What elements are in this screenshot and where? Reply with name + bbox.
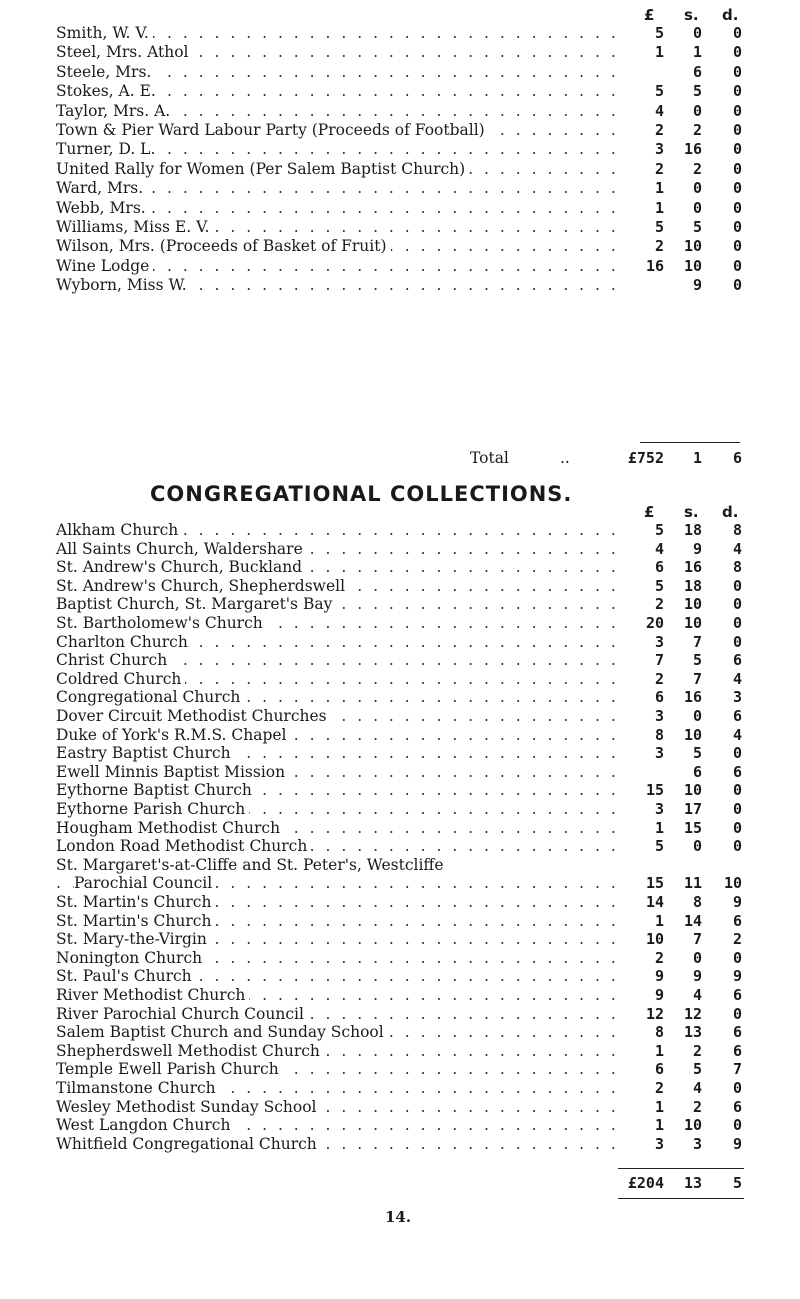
ledger-row [56,1135,746,1153]
entry-name: Williams, Miss E. V. [56,218,213,236]
entry-name: River Parochial Church Council [56,1005,308,1023]
amount-pounds: 1 [654,179,664,198]
amount-pounds: 12 [645,1004,664,1023]
page-number: 14. [385,1208,412,1226]
entry-name: Ewell Minnis Baptist Mission [56,763,289,781]
amount-pounds: 1 [654,911,664,930]
ledger-row [56,967,746,985]
amount-pounds: 1 [654,1041,664,1060]
ledger-row [56,1005,746,1023]
entry-name: Shepherdswell Methodist Church [56,1042,324,1060]
entry-name: All Saints Church, Waldershare [56,540,307,558]
ledger-row [56,82,746,100]
amount-pence: 6 [732,1041,742,1060]
amount-shillings: 17 [683,800,702,818]
amount-pence: 0 [732,159,742,178]
entry-name: Town & Pier Ward Labour Party (Proceeds of Football) [56,121,489,139]
amount-shillings: 9 [692,276,702,295]
amount-pence: 0 [732,82,742,101]
amount-pence: 6 [732,762,742,781]
amount-pence: 0 [732,140,742,159]
grand-total-shillings: 13 [683,1174,702,1192]
amount-shillings: 5 [692,1060,702,1079]
amount-shillings: 5 [692,82,702,101]
amount-shillings: 10 [683,781,702,800]
ledger-row [56,893,746,911]
amount-pence: 0 [732,837,742,856]
entry-name: St. Bartholomew's Church [56,614,267,632]
amount-shillings: 2 [692,121,702,139]
amount-pounds: 3 [654,707,664,725]
amount-shillings: 0 [692,198,702,217]
entry-name: Duke of York's R.M.S. Chapel [56,726,291,744]
amount-pence: 6 [732,651,742,670]
amount-pence: 0 [732,576,742,595]
amount-shillings: 3 [692,1134,702,1153]
ledger-row [56,837,746,855]
amount-shillings: 18 [683,576,702,595]
ledger-row [56,63,746,81]
amount-shillings: 10 [683,614,702,632]
ledger-row [56,912,746,930]
amount-pounds: 1 [654,43,664,62]
amount-pounds: 2 [654,595,664,614]
entry-name: Charlton Church [56,633,192,651]
amount-pence: 4 [732,539,742,558]
amount-pence: 4 [732,725,742,744]
ledger-row [56,577,746,595]
amount-pounds: 1 [654,198,664,217]
amount-pounds: 5 [654,837,664,856]
ledger-row [56,800,746,818]
amount-shillings: 9 [692,967,702,986]
entry-name: Taylor, Mrs. A. [56,102,174,120]
amount-shillings: 12 [683,1004,702,1023]
pounds-header-top: £ [644,6,655,24]
ledger-row [56,633,746,651]
ledger-row [56,102,746,120]
ledger-row [56,781,746,799]
amount-shillings: 2 [692,1097,702,1116]
amount-pounds: 1 [654,1097,664,1116]
amount-pence: 0 [732,781,742,800]
amount-shillings: 16 [683,688,702,707]
grand-total-rule-top [618,1168,744,1169]
entry-name: Coldred Church [56,670,185,688]
amount-pence: 3 [732,688,742,707]
entry-name: London Road Methodist Church [56,837,311,855]
amount-pounds: 14 [645,893,664,911]
ledger-row [56,24,746,42]
amount-pounds: 2 [654,237,664,256]
amount-pence: 0 [732,43,742,62]
amount-shillings: 10 [683,256,702,275]
amount-pounds: 2 [654,1079,664,1097]
entry-name: Wilson, Mrs. (Proceeds of Basket of Fruit) [56,237,391,255]
amount-shillings: 5 [692,651,702,670]
amount-shillings: 15 [683,818,702,837]
ledger-row [56,1079,746,1097]
amount-pounds: 6 [654,558,664,577]
amount-pounds: 9 [654,967,664,986]
amount-pence: 6 [732,1023,742,1042]
amount-pounds: 5 [654,82,664,101]
ledger-row [56,276,746,294]
amount-shillings: 10 [683,595,702,614]
amount-pence: 0 [732,198,742,217]
amount-shillings: 6 [692,62,702,81]
amount-pounds: 5 [654,576,664,595]
ledger-row [56,521,746,539]
entry-name: Whitfield Congregational Church [56,1135,321,1153]
amount-pence: 6 [732,707,742,725]
entry-name: Tilmanstone Church [56,1079,220,1097]
amount-pence: 0 [732,24,742,42]
amount-pence: 6 [732,986,742,1004]
shillings-header: s. [684,503,699,521]
pounds-header: £ [644,503,655,521]
amount-pence: 0 [732,218,742,236]
amount-pence: 0 [732,595,742,614]
ledger-row [56,986,746,1004]
entry-name: Wyborn, Miss W. [56,276,191,294]
entry-name: Eastry Baptist Church [56,744,235,762]
entry-name: River Methodist Church [56,986,249,1004]
entry-name: St. Martin's Church [56,893,215,911]
amount-pence: 0 [732,179,742,198]
amount-shillings: 0 [692,837,702,856]
ledger-row [56,1042,746,1060]
total-pence: 6 [732,449,742,467]
amount-pounds: 4 [654,101,664,120]
amount-pence: 0 [732,101,742,120]
entry-name: Webb, Mrs. [56,199,150,217]
amount-shillings: 6 [692,762,702,781]
amount-shillings: 8 [692,893,702,911]
amount-shillings: 4 [692,1079,702,1097]
amount-shillings: 0 [692,101,702,120]
entry-name: Eythorne Baptist Church [56,781,256,799]
ledger-row [56,688,746,706]
ledger-row [56,257,746,275]
ledger-row [56,614,746,632]
entry-name: St. Mary-the-Virgin [56,930,211,948]
pence-header-top: d. [722,6,739,24]
amount-pounds: 3 [654,800,664,818]
ledger-row [56,140,746,158]
ledger-row [56,819,746,837]
amount-pence: 0 [732,632,742,651]
amount-pounds: 16 [645,256,664,275]
ledger-row [56,160,746,178]
amount-shillings: 16 [683,558,702,577]
amount-pence: 8 [732,558,742,577]
amount-pence: 10 [723,874,742,893]
section-title: CONGREGATIONAL COLLECTIONS. [150,482,573,506]
amount-pence: 7 [732,1060,742,1079]
amount-shillings: 5 [692,218,702,236]
amount-pounds: 3 [654,632,664,651]
total-shillings: 1 [692,449,702,467]
entry-name: Congregational Church [56,688,244,706]
ledger-row [56,540,746,558]
ledger-row [56,121,746,139]
entry-name: Wesley Methodist Sunday School [56,1098,321,1116]
ledger-row [56,670,746,688]
amount-shillings: 13 [683,1023,702,1042]
entry-name: Christ Church [56,651,171,669]
amount-pounds: 1 [654,818,664,837]
amount-pence: 0 [732,62,742,81]
entry-name: Hougham Methodist Church [56,819,284,837]
amount-shillings: 16 [683,140,702,159]
amount-shillings: 10 [683,725,702,744]
entry-name: Stokes, A. E. [56,82,160,100]
amount-pounds: 9 [654,986,664,1004]
amount-shillings: 7 [692,930,702,949]
ledger-row [56,199,746,217]
amount-shillings: 10 [683,237,702,256]
amount-shillings: 7 [692,632,702,651]
amount-pounds: 2 [654,948,664,967]
amount-shillings: 2 [692,1041,702,1060]
amount-shillings: 0 [692,179,702,198]
amount-pounds: 6 [654,688,664,707]
ledger-row [56,595,746,613]
ledger-row [56,218,746,236]
entry-name: Ward, Mrs. [56,179,147,197]
amount-shillings: 4 [692,986,702,1004]
total-label: Total [470,449,509,467]
ledger-row [56,726,746,744]
amount-shillings: 0 [692,948,702,967]
amount-pence: 4 [732,669,742,688]
amount-pence: 0 [732,1116,742,1135]
amount-pence: 0 [732,818,742,837]
amount-pounds: 2 [654,121,664,139]
entry-name: United Rally for Women (Per Salem Baptist Church) [56,160,469,178]
ledger-row [56,949,746,967]
entry-name: Steele, Mrs. [56,63,155,81]
entry-name: Steel, Mrs. Athol [56,43,193,61]
ledger-row [56,1098,746,1116]
amount-pounds: 3 [654,140,664,159]
amount-pence: 6 [732,911,742,930]
ledger-row [56,1023,746,1041]
amount-shillings: 10 [683,1116,702,1135]
ledger-row [56,558,746,576]
amount-pounds: 3 [654,744,664,763]
entry-name: West Langdon Church [56,1116,234,1134]
ledger-row [56,651,746,669]
entry-name: St. Andrew's Church, Shepherdswell [56,577,349,595]
amount-shillings: 0 [692,707,702,725]
amount-pence: 0 [732,256,742,275]
amount-pence: 8 [732,521,742,539]
amount-shillings: 2 [692,159,702,178]
grand-total-rule-bottom [618,1198,744,1199]
amount-pounds: 6 [654,1060,664,1079]
amount-pence: 0 [732,1079,742,1097]
entry-name: Parochial Council [74,874,216,892]
ledger-row [56,744,746,762]
amount-pence: 9 [732,893,742,911]
pence-header: d. [722,503,739,521]
amount-shillings: 5 [692,744,702,763]
entry-name: Temple Ewell Parish Church [56,1060,283,1078]
amount-pounds: 7 [654,651,664,670]
entry-name: Nonington Church [56,949,206,967]
amount-pounds: 8 [654,1023,664,1042]
amount-pence: 0 [732,800,742,818]
ledger-row [56,237,746,255]
amount-pounds: 2 [654,159,664,178]
amount-pence: 0 [732,121,742,139]
total-pounds: £752 [627,449,664,467]
amount-pounds: 2 [654,669,664,688]
ledger-row [56,43,746,61]
amount-pounds: 3 [654,1134,664,1153]
amount-pence: 0 [732,614,742,632]
amount-pounds: 5 [654,521,664,539]
amount-pounds: 4 [654,539,664,558]
entry-name: Wine Lodge [56,257,153,275]
amount-pence: 0 [732,1004,742,1023]
entry-name: Smith, W. V. [56,24,153,42]
entry-name: Turner, D. L. [56,140,159,158]
amount-pence: 9 [732,967,742,986]
entry-name: Eythorne Parish Church [56,800,249,818]
amount-shillings: 14 [683,911,702,930]
amount-shillings: 11 [683,874,702,893]
ledger-row [56,930,746,948]
amount-pence: 0 [732,948,742,967]
amount-shillings: 7 [692,669,702,688]
entry-name: St. Margaret's-at-Cliffe and St. Peter's, Westcliffe [56,856,448,874]
amount-pence: 0 [732,276,742,295]
entry-name: Dover Circuit Methodist Churches [56,707,331,725]
amount-shillings: 0 [692,24,702,42]
ledger-row [56,179,746,197]
amount-pounds: 1 [654,1116,664,1135]
amount-pence: 9 [732,1134,742,1153]
ledger-row [56,1116,746,1134]
entry-name: Alkham Church [56,521,182,539]
entry-name: St. Martin's Church [56,912,215,930]
amount-pounds: 15 [645,781,664,800]
amount-pounds: 15 [645,874,664,893]
amount-pounds: 5 [654,24,664,42]
ledger-row [56,1060,746,1078]
ledger-row [56,856,746,874]
amount-pounds: 10 [645,930,664,949]
ledger-row [56,763,746,781]
ledger-row [56,707,746,725]
amount-pounds: 5 [654,218,664,236]
amount-shillings: 1 [692,43,702,62]
amount-pence: 0 [732,744,742,763]
amount-pence: 2 [732,930,742,949]
amount-pence: 0 [732,237,742,256]
amount-pounds: 20 [645,614,664,632]
total-dots: .. [560,449,570,467]
amount-pence: 6 [732,1097,742,1116]
entry-name: Salem Baptist Church and Sunday School [56,1023,388,1041]
amount-shillings: 18 [683,521,702,539]
entry-name: St. Andrew's Church, Buckland [56,558,306,576]
amount-shillings: 9 [692,539,702,558]
shillings-header-top: s. [684,6,699,24]
amount-pounds: 8 [654,725,664,744]
ledger-row [56,874,746,892]
grand-total-pence: 5 [732,1174,742,1192]
entry-name: St. Paul's Church [56,967,196,985]
total-rule-top [640,442,740,443]
entry-name: Baptist Church, St. Margaret's Bay [56,595,336,613]
grand-total-pounds: £204 [627,1174,664,1192]
